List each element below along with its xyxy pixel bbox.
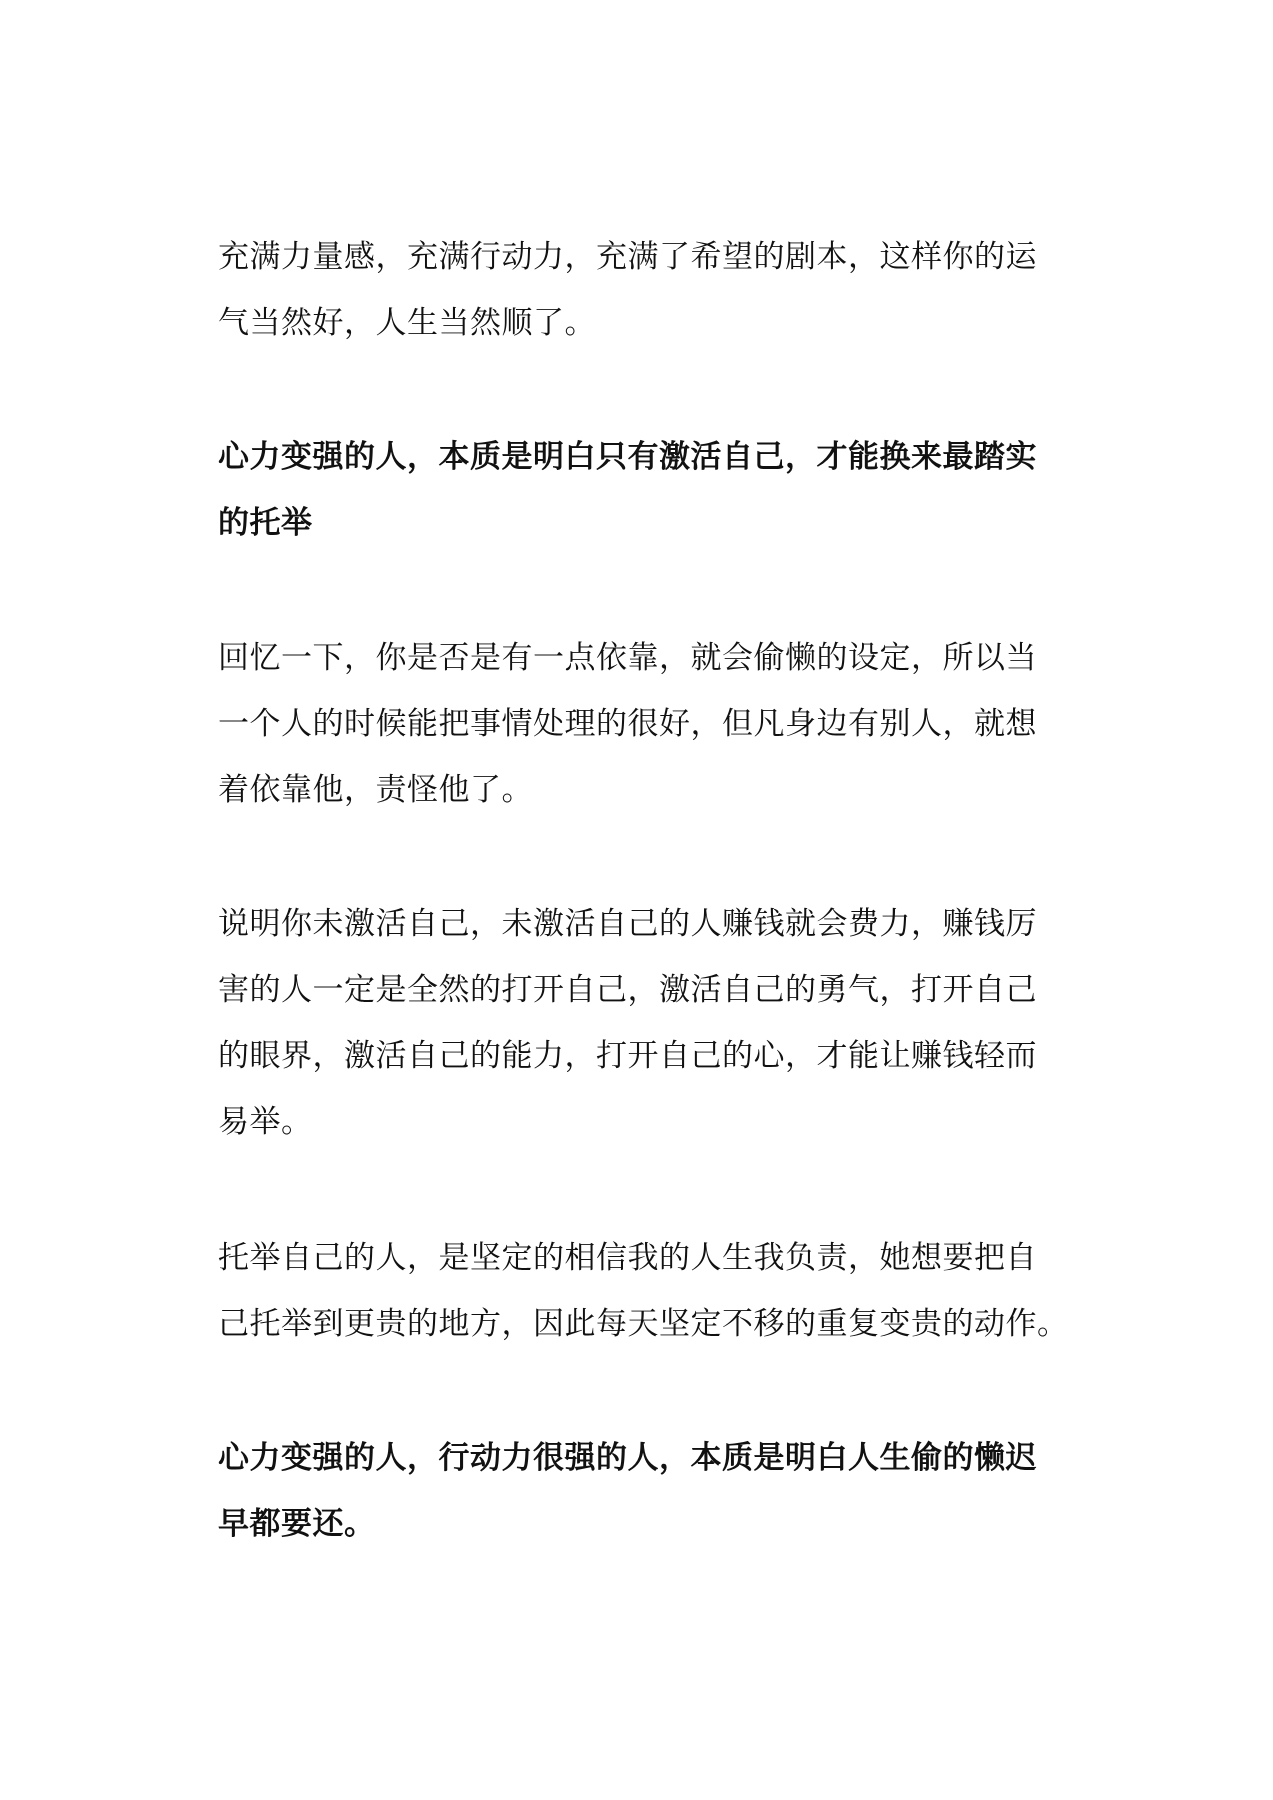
paragraph-lift-yourself <box>218 1225 1069 1357</box>
paragraph-line: 害的人一定是全然的打开自己，激活自己的勇气，打开自己 <box>218 972 1037 1008</box>
bold-heading-action <box>218 1425 1063 1557</box>
heading-line: 早都要还。 <box>218 1506 376 1542</box>
paragraph-line: 气当然好，人生当然顺了。 <box>218 305 596 341</box>
paragraph-line: 一个人的时候能把事情处理的很好，但凡身边有别人，就想 <box>218 706 1037 742</box>
paragraph-line: 托举自己的人，是坚定的相信我的人生我负责，她想要把自 <box>218 1240 1037 1276</box>
paragraph-line: 着依靠他，责怪他了。 <box>218 772 533 808</box>
paragraph-reliance <box>218 625 1063 823</box>
heading-line: 的托举 <box>218 505 313 541</box>
paragraph-line: 易举。 <box>218 1104 313 1140</box>
paragraph-intro <box>218 224 1063 356</box>
paragraph-line: 回忆一下，你是否是有一点依靠，就会偷懒的设定，所以当 <box>218 640 1037 676</box>
heading-line: 心力变强的人，本质是明白只有激活自己，才能换来最踏实 <box>218 439 1037 475</box>
bold-heading-activate-self <box>218 424 1063 556</box>
paragraph-line: 充满力量感，充满行动力，充满了希望的剧本，这样你的运 <box>218 239 1037 275</box>
paragraph-earning-money <box>218 891 1063 1155</box>
heading-line: 心力变强的人，行动力很强的人，本质是明白人生偷的懒迟 <box>218 1440 1037 1476</box>
paragraph-line: 己托举到更贵的地方，因此每天坚定不移的重复变贵的动作。 <box>218 1306 1069 1342</box>
paragraph-line: 说明你未激活自己，未激活自己的人赚钱就会费力，赚钱厉 <box>218 906 1037 942</box>
paragraph-line: 的眼界，激活自己的能力，打开自己的心，才能让赚钱轻而 <box>218 1038 1037 1074</box>
